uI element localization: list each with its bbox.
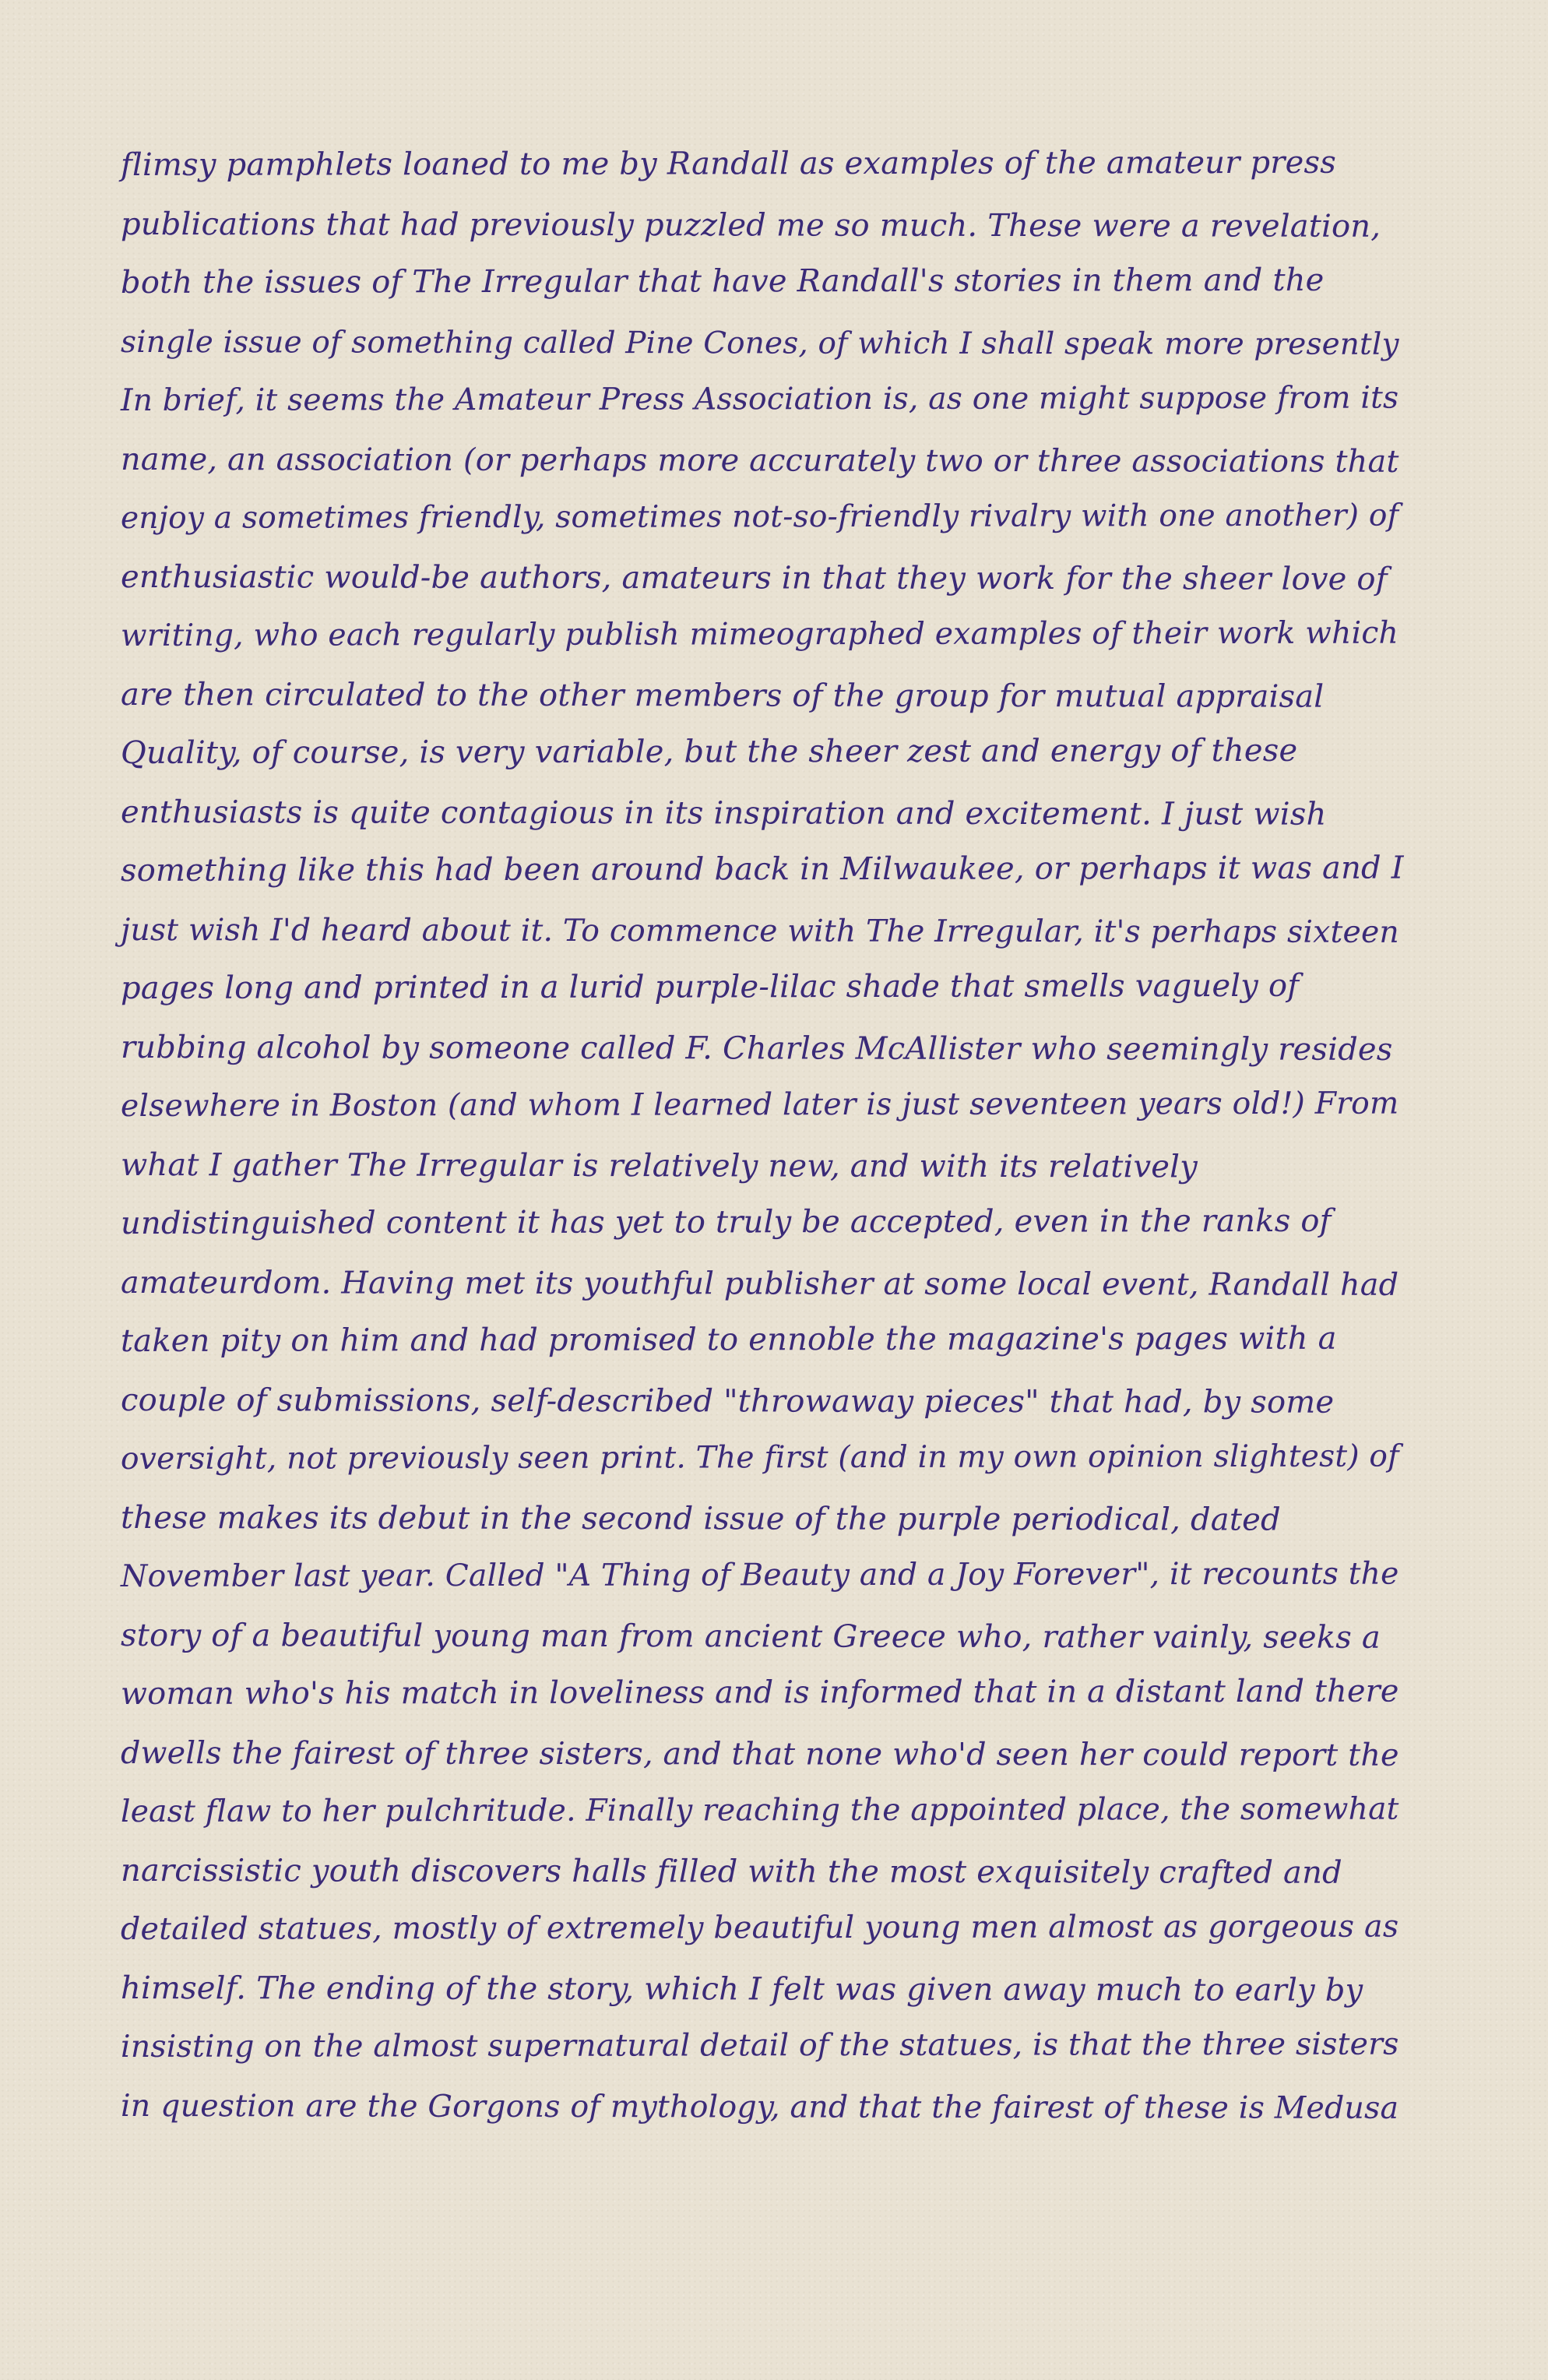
text-line: himself. The ending of the story, which I felt was given away much to early by xyxy=(120,1970,1363,2009)
text-line: elsewhere in Boston (and whom I learned later is just seventeen years old!) From xyxy=(120,1086,1399,1124)
text-line: what I gather The Irregular is relatively new, and with its relatively xyxy=(120,1146,1198,1185)
text-line: couple of submissions, self-described "throwaway pieces" that had, by some xyxy=(120,1382,1335,1421)
text-line: amateurdom. Having met its youthful publisher at some local event, Randall had xyxy=(120,1264,1399,1303)
text-line: both the issues of The Irregular that have Randall's stories in them and the xyxy=(120,262,1325,301)
text-line: enjoy a sometimes friendly, sometimes not-so-friendly rivalry with one another) of xyxy=(120,498,1399,536)
text-line: just wish I'd heard about it. To commence with The Irregular, it's perhaps sixteen xyxy=(120,912,1400,950)
text-line: name, an association (or perhaps more accurately two or three associations that xyxy=(120,441,1399,480)
text-line: flimsy pamphlets loaned to me by Randall as examples of the amateur press xyxy=(120,144,1336,183)
text-line: in question are the Gorgons of mythology, and that the fairest of these is Medusa xyxy=(120,2087,1399,2126)
text-line: taken pity on him and had promised to ennoble the magazine's pages with a xyxy=(120,1320,1337,1359)
handwritten-text-block xyxy=(121,136,1406,2135)
text-line: dwells the fairest of three sisters, and that none who'd seen her could report the xyxy=(120,1734,1399,1773)
text-line: detailed statues, mostly of extremely beautiful young men almost as gorgeous as xyxy=(120,1908,1399,1947)
text-line: rubbing alcohol by someone called F. Charles McAllister who seemingly resides xyxy=(120,1029,1393,1068)
text-line: publications that had previously puzzled me so much. These were a revelation, xyxy=(120,206,1381,245)
text-line: In brief, it seems the Amateur Press Association is, as one might suppose from its xyxy=(120,380,1399,418)
text-line: are then circulated to the other members of the group for mutual appraisal xyxy=(120,676,1325,715)
text-line: November last year. Called "A Thing of Beauty and a Joy Forever", it recounts the xyxy=(120,1556,1399,1594)
text-line: pages long and printed in a lurid purple-lilac shade that smells vaguely of xyxy=(120,967,1300,1006)
text-line: enthusiasts is quite contagious in its inspiration and excitement. I just wish xyxy=(120,794,1327,833)
text-line: story of a beautiful young man from ancient Greece who, rather vainly, seeks a xyxy=(120,1617,1381,1656)
text-line: these makes its debut in the second issue of the purple periodical, dated xyxy=(120,1499,1281,1538)
text-line: writing, who each regularly publish mimeographed examples of their work which xyxy=(120,615,1399,653)
text-line: something like this had been around back in Milwaukee, or perhaps it was and I xyxy=(120,850,1404,889)
text-line: oversight, not previously seen print. The first (and in my own opinion slightest) of xyxy=(120,1438,1399,1477)
text-line: enthusiastic would-be authors, amateurs in that they work for the sheer love of xyxy=(120,558,1388,597)
text-line: single issue of something called Pine Cones, of which I shall speak more presently xyxy=(120,324,1399,362)
text-line: narcissistic youth discovers halls filled with the most exquisitely crafted and xyxy=(120,1852,1342,1891)
text-line: insisting on the almost supernatural detail of the statues, is that the three sisters xyxy=(120,2026,1399,2065)
text-line: undistinguished content it has yet to truly be accepted, even in the ranks of xyxy=(120,1202,1332,1241)
text-line: Quality, of course, is very variable, but the sheer zest and energy of these xyxy=(120,732,1298,771)
text-line: woman who's his match in loveliness and is informed that in a distant land there xyxy=(120,1673,1399,1712)
text-line: least flaw to her pulchritude. Finally reaching the appointed place, the somewhat xyxy=(120,1791,1399,1829)
